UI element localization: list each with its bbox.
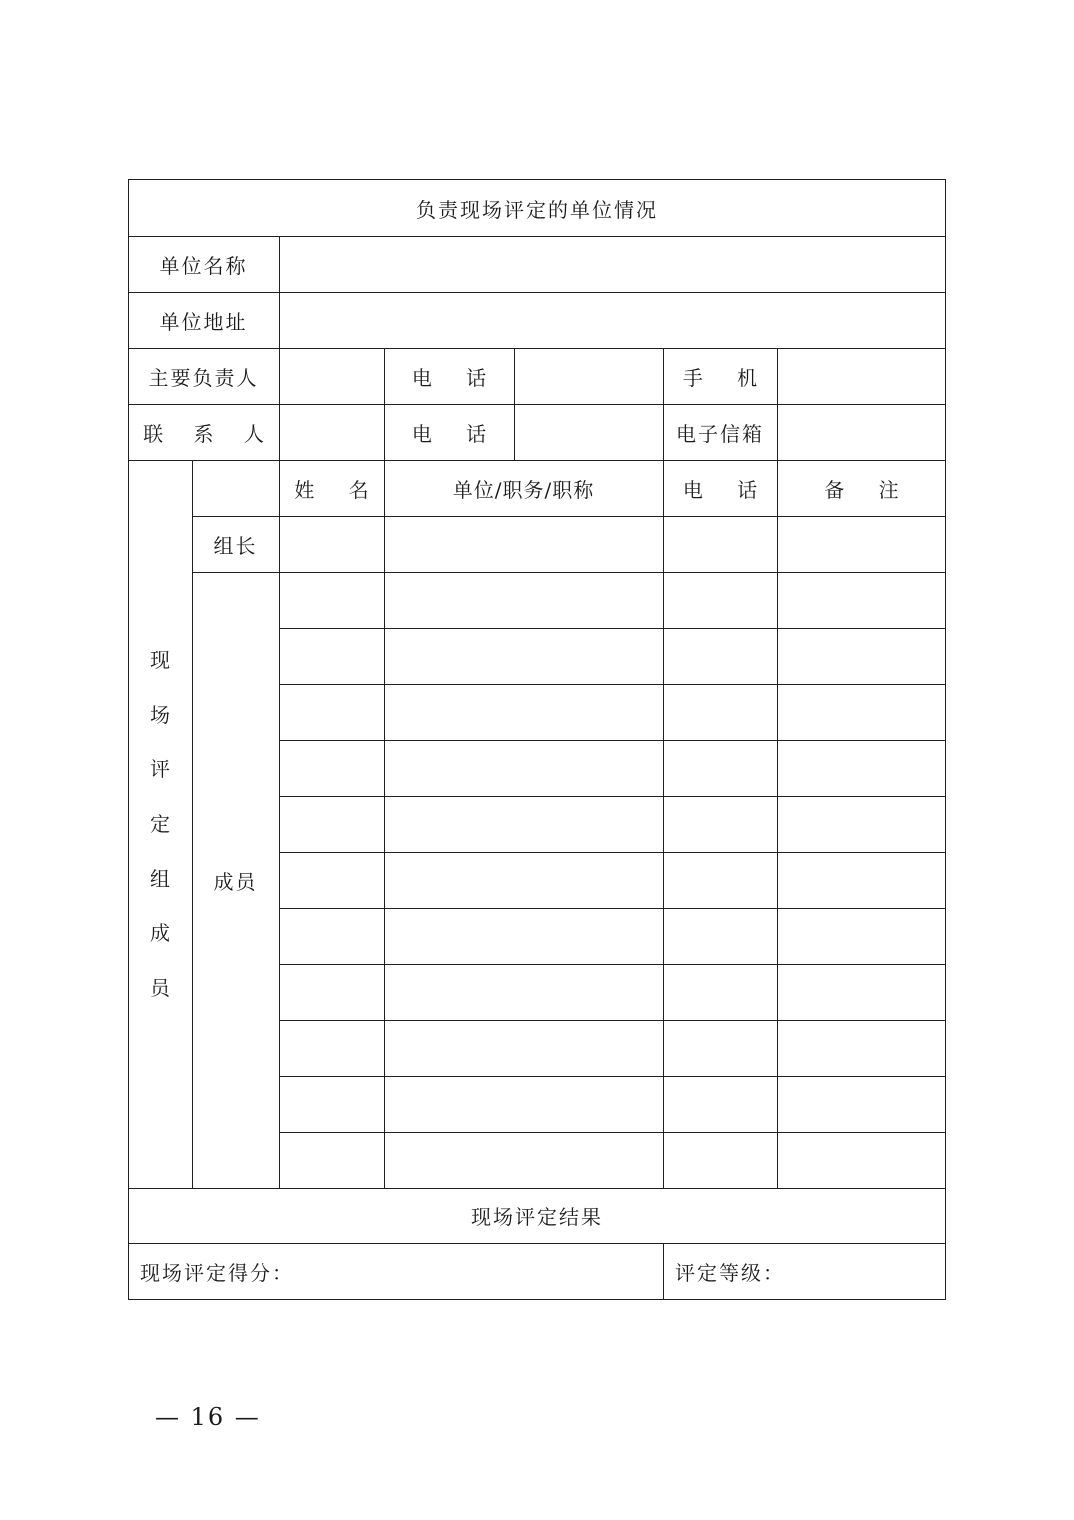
unit-address-label: 单位地址	[159, 309, 248, 334]
contact-label: 联 系 人	[143, 421, 276, 446]
team-side-char: 定	[150, 811, 170, 836]
principal-phone-field[interactable]	[514, 348, 663, 404]
principal-phone-label: 电 话	[411, 365, 501, 390]
unit-name-label: 单位名称	[159, 253, 248, 278]
email-label: 电子信箱	[676, 421, 764, 446]
header-unit-title: 单位/职务/职称	[452, 477, 595, 502]
unit-address-field[interactable]	[279, 292, 946, 348]
unit-name-field[interactable]	[279, 236, 946, 292]
header-remarks: 备 注	[824, 477, 913, 502]
team-side-char: 评	[150, 757, 170, 782]
team-side-char: 员	[150, 975, 170, 1000]
leader-label: 组长	[213, 533, 258, 558]
team-side-char: 成	[150, 921, 170, 946]
team-side-label	[128, 648, 192, 1000]
principal-label: 主要负责人	[148, 365, 259, 390]
form-title: 负责现场评定的单位情况	[416, 197, 658, 222]
team-side-char: 场	[150, 702, 170, 727]
header-name: 姓 名	[294, 477, 383, 502]
contact-phone-label: 电 话	[411, 421, 501, 446]
page-number: — 16 —	[155, 1403, 261, 1431]
contact-phone-field[interactable]	[514, 404, 663, 460]
principal-field[interactable]	[279, 348, 384, 404]
result-title: 现场评定结果	[471, 1205, 603, 1229]
team-side-char: 组	[150, 866, 170, 891]
header-phone: 电 话	[682, 477, 772, 502]
team-side-char: 现	[150, 648, 170, 672]
mobile-field[interactable]	[777, 348, 946, 404]
score-label: 现场评定得分：	[140, 1261, 294, 1285]
contact-field[interactable]	[279, 404, 384, 460]
mobile-label: 手 机	[682, 365, 772, 390]
grade-label: 评定等级：	[675, 1261, 785, 1285]
email-field[interactable]	[777, 404, 946, 460]
members-label: 成员	[213, 869, 258, 894]
